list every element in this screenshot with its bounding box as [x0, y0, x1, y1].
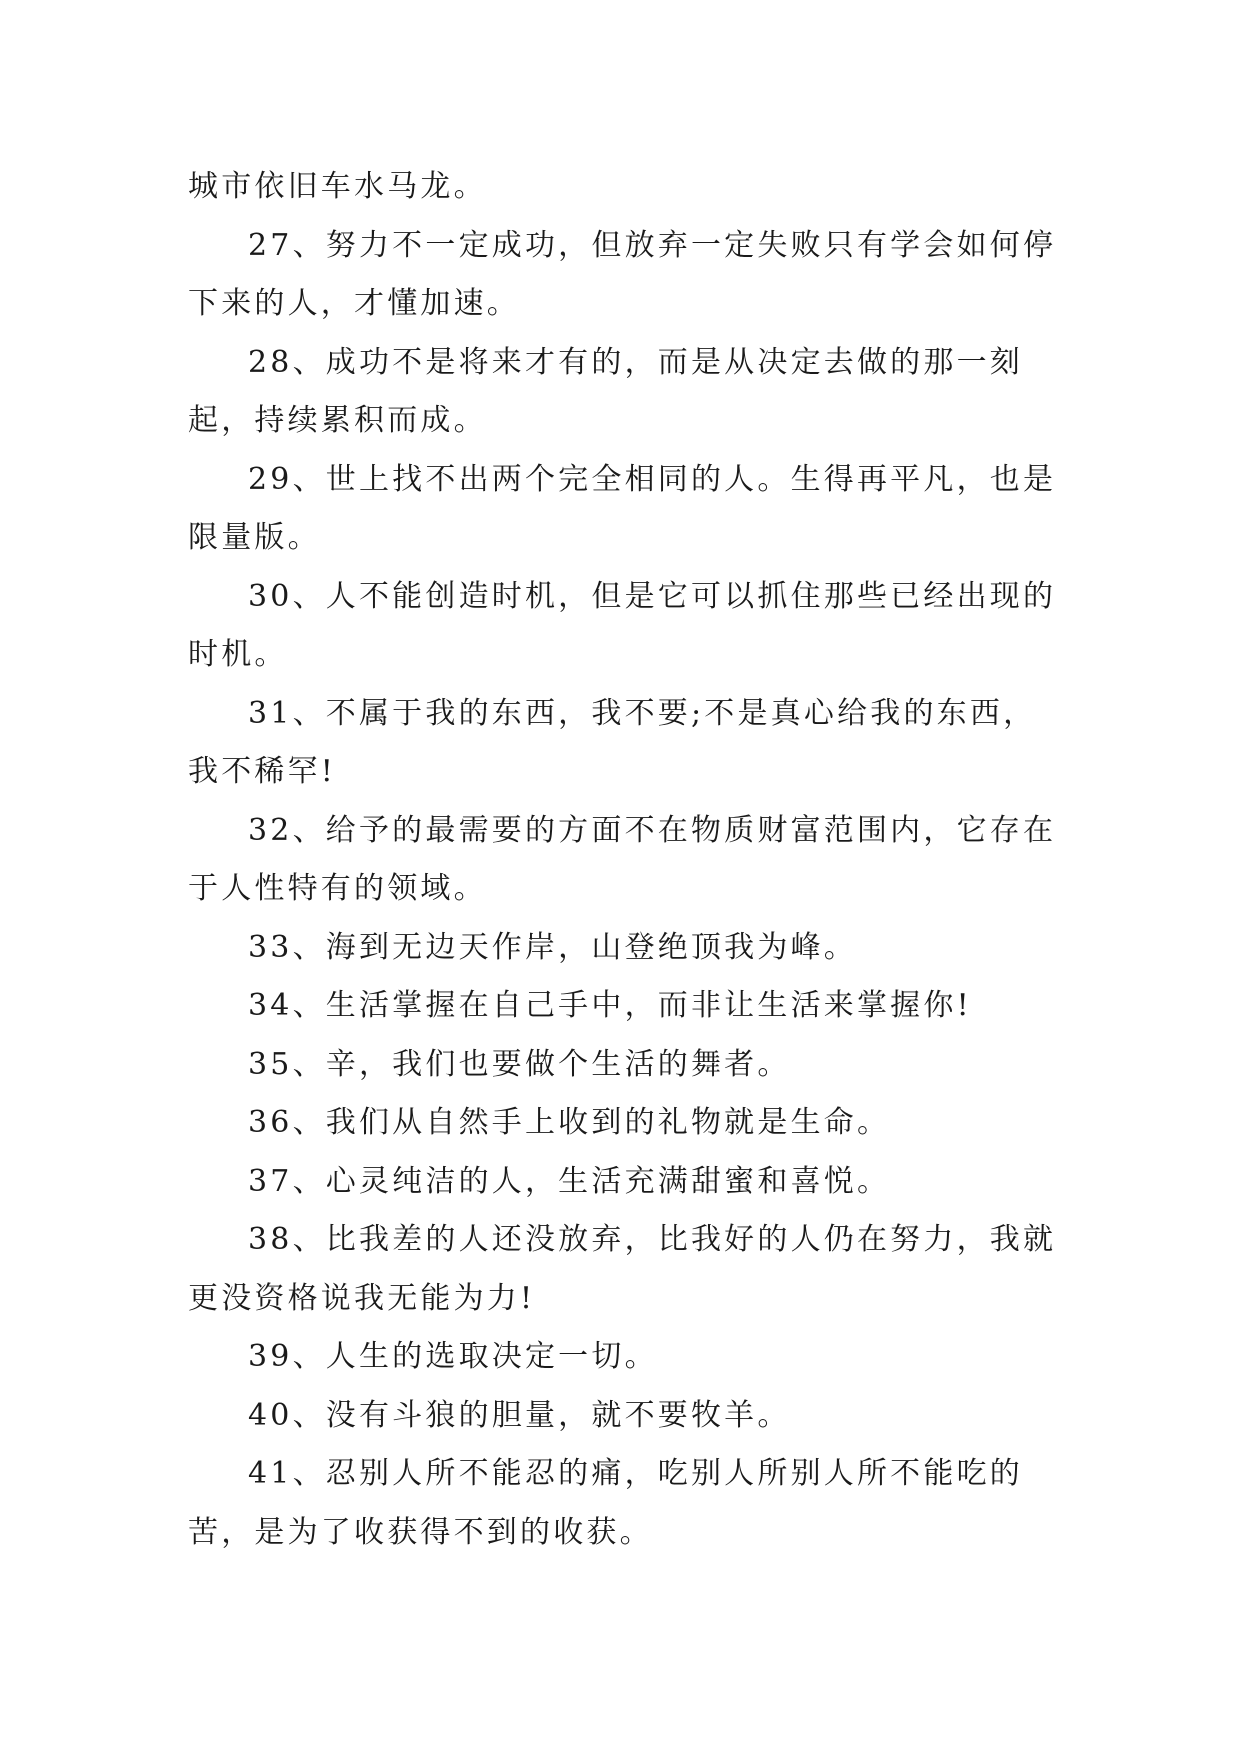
- paragraph-34: 34、生活掌握在自己手中，而非让生活来掌握你!: [248, 988, 972, 1023]
- paragraph-28: 28、成功不是将来才有的，而是从决定去做的那一刻起，持续累积而成。: [188, 344, 1023, 438]
- paragraph-41: 41、忍别人所不能忍的痛，吃别人所别人所不能吃的苦，是为了收获得不到的收获。: [188, 1456, 1023, 1550]
- paragraph-40: 40、没有斗狼的胆量，就不要牧羊。: [248, 1397, 791, 1433]
- paragraph-35: 35、辛，我们也要做个生活的舞者。: [248, 1046, 791, 1082]
- paragraph-39: 39、人生的选取决定一切。: [248, 1339, 658, 1374]
- paragraph-33: 33、海到无边天作岸，山登绝顶我为峰。: [248, 929, 857, 965]
- paragraph-32: 32、给予的最需要的方面不在物质财富范围内，它存在于人性特有的领域。: [188, 812, 1057, 906]
- paragraph-38: 38、比我差的人还没放弃，比我好的人仍在努力，我就更没资格说我无能为力!: [188, 1222, 1057, 1316]
- paragraph-27: 27、努力不一定成功，但放弃一定失败只有学会如何停下来的人，才懂加速。: [188, 227, 1057, 321]
- paragraph-continued: 城市依旧车水马龙。: [188, 169, 487, 204]
- paragraph-36: 36、我们从自然手上收到的礼物就是生命。: [248, 1105, 891, 1140]
- paragraph-37: 37、心灵纯洁的人，生活充满甜蜜和喜悦。: [248, 1163, 891, 1199]
- document-body: [188, 158, 1058, 1562]
- paragraph-31: 31、不属于我的东西，我不要;不是真心给我的东西，我不稀罕!: [188, 695, 1037, 789]
- paragraph-29: 29、世上找不出两个完全相同的人。生得再平凡，也是限量版。: [188, 461, 1057, 555]
- paragraph-30: 30、人不能创造时机，但是它可以抓住那些已经出现的时机。: [188, 578, 1057, 672]
